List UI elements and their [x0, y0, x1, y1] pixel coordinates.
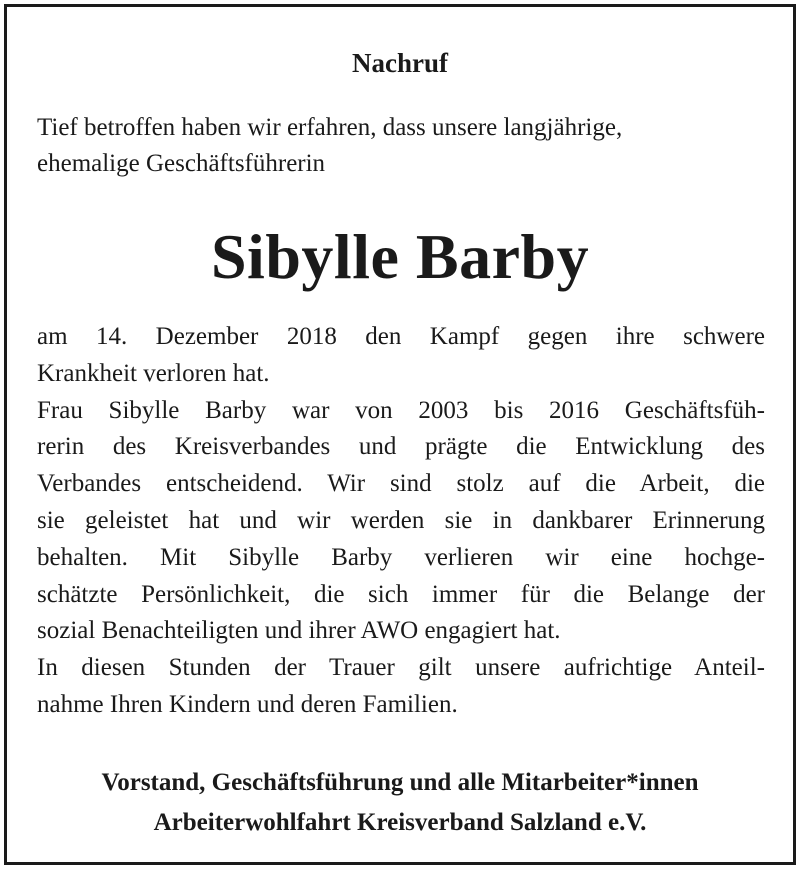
- body-line: behalten. Mit Sibylle Barby verlieren wir eine hochge-: [37, 543, 765, 571]
- signature-line: Vorstand, Geschäftsführung und alle Mitarbeiter*innen: [101, 769, 699, 796]
- signature-block: [7, 763, 793, 843]
- body-line: nahme Ihren Kindern und deren Familien.: [37, 690, 458, 718]
- obituary-notice: [4, 4, 796, 865]
- body-line: sie geleistet hat und wir werden sie in dankbarer Erinnerung: [37, 506, 765, 534]
- deceased-name: Sibylle Barby: [210, 221, 590, 292]
- body-line: In diesen Stunden der Trauer gilt unsere aufrichtige Anteil-: [37, 654, 765, 682]
- body-line: am 14. Dezember 2018 den Kampf gegen ihre schwere: [37, 323, 765, 350]
- signature-line: Arbeiterwohlfahrt Kreisverband Salzland e.V.: [153, 809, 647, 836]
- intro-line: ehemalige Geschäftsführerin: [37, 150, 326, 177]
- intro-paragraph: [37, 110, 765, 182]
- notice-heading: Nachruf: [352, 48, 448, 78]
- body-line: sozial Benachteiligten und ihrer AWO engagiert hat.: [37, 617, 561, 645]
- body-line: Verbandes entscheidend. Wir sind stolz auf die Arbeit, die: [37, 470, 765, 498]
- body-line: Frau Sibylle Barby war von 2003 bis 2016 Geschäftsfüh-: [37, 396, 765, 424]
- body-paragraph: [37, 319, 765, 724]
- intro-line: Tief betroffen haben wir erfahren, dass unsere langjährige,: [37, 114, 623, 141]
- body-line: rerin des Kreisverbandes und prägte die Entwicklung des: [37, 433, 765, 461]
- body-line: Krankheit verloren hat.: [37, 359, 270, 387]
- body-line: schätzte Persönlichkeit, die sich immer für die Belange der: [37, 580, 765, 608]
